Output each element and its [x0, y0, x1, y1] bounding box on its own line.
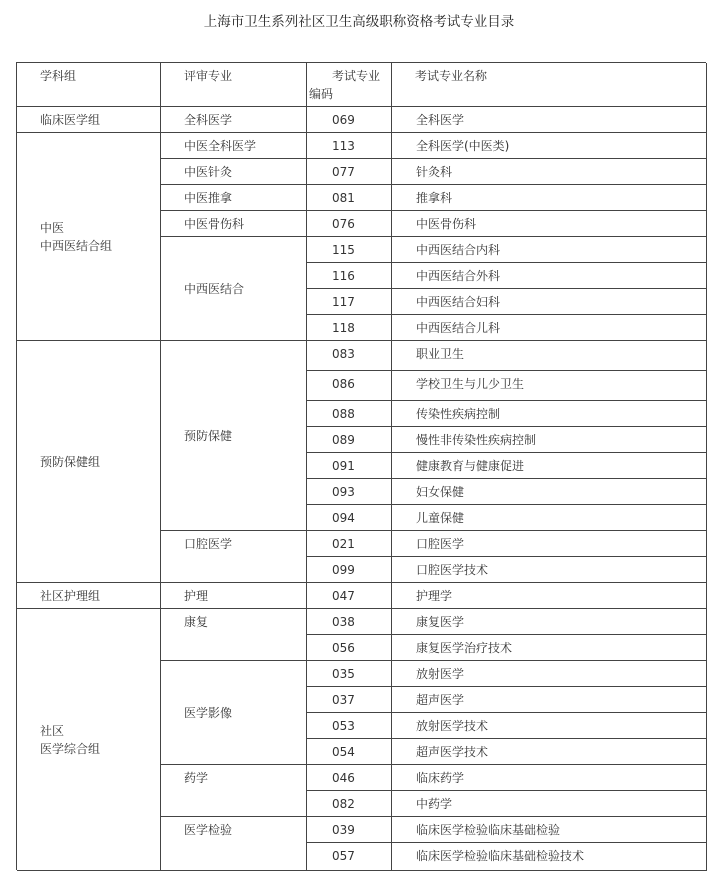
group-prevention: 预防保健组 — [17, 341, 161, 583]
row-code: 053 — [307, 713, 392, 739]
row-code: 037 — [307, 687, 392, 713]
header-group: 学科组 — [17, 63, 161, 107]
row-name: 放射医学技术 — [392, 713, 707, 739]
row-name: 口腔医学 — [392, 531, 707, 557]
row-name: 临床医学检验临床基础检验技术 — [392, 843, 707, 871]
row-code: 039 — [307, 817, 392, 843]
row-code: 077 — [307, 159, 392, 185]
row-name: 中西医结合外科 — [392, 263, 707, 289]
review-ortho: 中医骨伤科 — [161, 211, 307, 237]
row-code: 083 — [307, 341, 392, 371]
row-code: 118 — [307, 315, 392, 341]
review-prevention: 预防保健 — [161, 341, 307, 531]
row-name: 护理学 — [392, 583, 707, 609]
review-acupuncture: 中医针灸 — [161, 159, 307, 185]
exam-specialty-table — [16, 62, 706, 870]
group-comprehensive — [17, 609, 161, 871]
row-code: 094 — [307, 505, 392, 531]
row-code: 093 — [307, 479, 392, 505]
row-code: 057 — [307, 843, 392, 871]
row-name: 全科医学 — [392, 107, 707, 133]
group-tcm — [17, 133, 161, 341]
row-name: 儿童保健 — [392, 505, 707, 531]
review-tuina: 中医推拿 — [161, 185, 307, 211]
row-code: 038 — [307, 609, 392, 635]
review-integrated: 中西医结合 — [161, 237, 307, 341]
row-name: 中西医结合内科 — [392, 237, 707, 263]
group-comp-line1: 社区 — [40, 723, 65, 738]
row-name: 放射医学 — [392, 661, 707, 687]
row-code: 081 — [307, 185, 392, 211]
row-name: 中西医结合儿科 — [392, 315, 707, 341]
row-code: 116 — [307, 263, 392, 289]
group-tcm-line1: 中医 — [40, 220, 65, 235]
row-code: 056 — [307, 635, 392, 661]
row-code: 054 — [307, 739, 392, 765]
review-pharmacy: 药学 — [161, 765, 307, 817]
header-code — [307, 63, 392, 107]
review-lab: 医学检验 — [161, 817, 307, 871]
header-code-line2: 编码 — [309, 87, 334, 101]
row-name: 学校卫生与儿少卫生 — [392, 371, 707, 401]
row-code: 113 — [307, 133, 392, 159]
page-title: 上海市卫生系列社区卫生高级职称资格考试专业目录 — [203, 14, 515, 30]
row-code: 117 — [307, 289, 392, 315]
header-name: 考试专业名称 — [392, 63, 707, 107]
review-tcm-general: 中医全科医学 — [161, 133, 307, 159]
row-code: 021 — [307, 531, 392, 557]
row-name: 口腔医学技术 — [392, 557, 707, 583]
row-code: 089 — [307, 427, 392, 453]
review-stomatology: 口腔医学 — [161, 531, 307, 583]
row-name: 中医骨伤科 — [392, 211, 707, 237]
row-name: 中药学 — [392, 791, 707, 817]
row-name: 健康教育与健康促进 — [392, 453, 707, 479]
row-code: 115 — [307, 237, 392, 263]
row-name: 中西医结合妇科 — [392, 289, 707, 315]
row-code: 082 — [307, 791, 392, 817]
row-name: 临床药学 — [392, 765, 707, 791]
row-name: 慢性非传染性疾病控制 — [392, 427, 707, 453]
row-name: 临床医学检验临床基础检验 — [392, 817, 707, 843]
row-name: 超声医学技术 — [392, 739, 707, 765]
row-name: 超声医学 — [392, 687, 707, 713]
group-tcm-line2: 中西医结合组 — [40, 238, 113, 253]
group-clinical: 临床医学组 — [17, 107, 161, 133]
row-code: 086 — [307, 371, 392, 401]
review-rehab: 康复 — [161, 609, 307, 661]
review-nursing: 护理 — [161, 583, 307, 609]
row-name: 推拿科 — [392, 185, 707, 211]
row-name: 妇女保健 — [392, 479, 707, 505]
row-code: 091 — [307, 453, 392, 479]
row-name: 康复医学 — [392, 609, 707, 635]
row-code: 099 — [307, 557, 392, 583]
row-code: 047 — [307, 583, 392, 609]
review-general: 全科医学 — [161, 107, 307, 133]
row-code: 088 — [307, 401, 392, 427]
row-code: 035 — [307, 661, 392, 687]
row-name: 传染性疾病控制 — [392, 401, 707, 427]
group-nursing: 社区护理组 — [17, 583, 161, 609]
row-code: 076 — [307, 211, 392, 237]
row-name: 康复医学治疗技术 — [392, 635, 707, 661]
header-review: 评审专业 — [161, 63, 307, 107]
row-code: 046 — [307, 765, 392, 791]
group-comp-line2: 医学综合组 — [40, 741, 101, 756]
row-name: 全科医学(中医类) — [392, 133, 707, 159]
row-name: 职业卫生 — [392, 341, 707, 371]
row-code: 069 — [307, 107, 392, 133]
review-imaging: 医学影像 — [161, 661, 307, 765]
header-code-line1: 考试专业 — [332, 69, 381, 83]
row-name: 针灸科 — [392, 159, 707, 185]
